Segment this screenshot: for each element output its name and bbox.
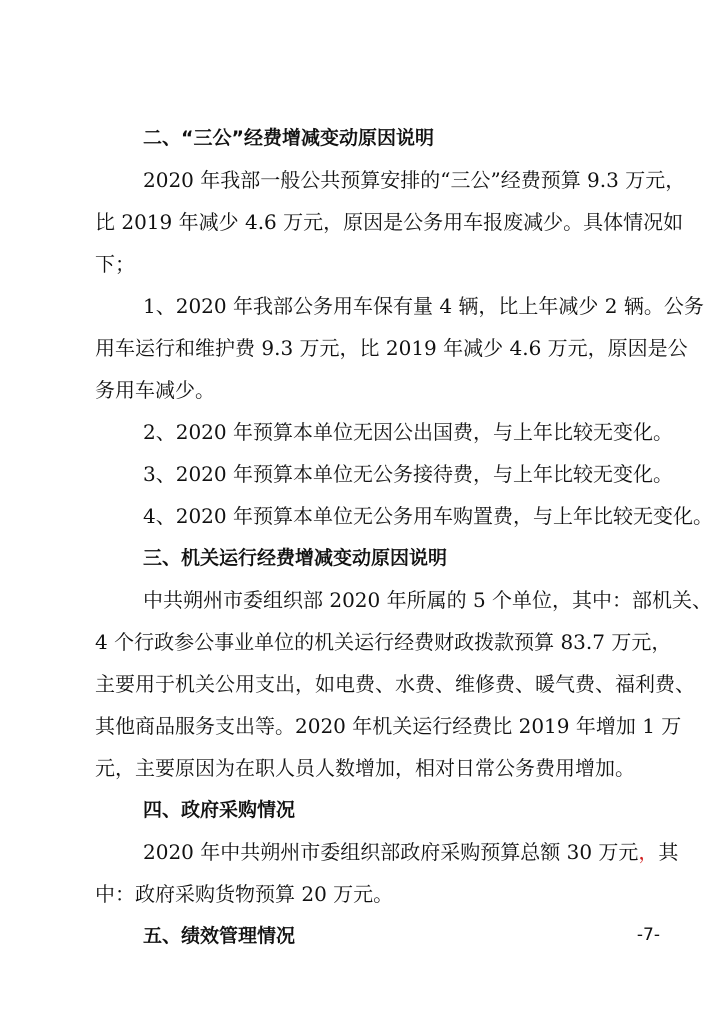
paragraph-line bbox=[0, 498, 720, 534]
text-line: 务用车减少。 bbox=[95, 378, 215, 402]
paragraph-line bbox=[0, 414, 720, 450]
text-line: 其他商品服务支出等。2020 年机关运行经费比 2019 年增加 1 万 bbox=[95, 714, 682, 738]
paragraph-line bbox=[0, 876, 720, 912]
text-segment: 2020 年中共朔州市委组织部政府采购预算总额 30 万元 bbox=[143, 840, 639, 864]
text-line: 1、2020 年我部公务用车保有量 4 辆，比上年减少 2 辆。公务 bbox=[143, 294, 704, 318]
text-line: 2、2020 年预算本单位无因公出国费，与上年比较无变化。 bbox=[143, 420, 673, 444]
paragraph-line bbox=[0, 330, 720, 366]
text-line: 3、2020 年预算本单位无公务接待费，与上年比较无变化。 bbox=[143, 462, 673, 486]
paragraph-line bbox=[0, 708, 720, 744]
paragraph-line bbox=[0, 582, 720, 618]
paragraph-line bbox=[0, 288, 720, 324]
paragraph-line bbox=[0, 246, 720, 282]
text-line: 中共朔州市委组织部 2020 年所属的 5 个单位，其中：部机关、 bbox=[143, 588, 713, 612]
heading-text: 五、绩效管理情况 bbox=[143, 925, 296, 947]
text-line: 4、2020 年预算本单位无公务用车购置费，与上年比较无变化。 bbox=[143, 504, 713, 528]
text-line: 下； bbox=[95, 252, 135, 276]
text-line: 4 个行政参公事业单位的机关运行经费财政拨款预算 83.7 万元， bbox=[95, 630, 672, 654]
paragraph-line bbox=[0, 834, 720, 870]
paragraph-line bbox=[0, 456, 720, 492]
text-line: 2020 年我部一般公共预算安排的“三公”经费预算 9.3 万元， bbox=[143, 168, 686, 192]
text-line: 元，主要原因为在职人员人数增加，相对日常公务费用增加。 bbox=[95, 756, 635, 780]
paragraph-line bbox=[0, 666, 720, 702]
highlighted-comma: ， bbox=[638, 840, 659, 864]
section-heading-org-operation bbox=[0, 540, 720, 576]
page-number: -7- bbox=[636, 925, 660, 945]
section-heading-procurement bbox=[0, 792, 720, 828]
section-heading-three-public bbox=[0, 120, 720, 156]
paragraph-line bbox=[0, 204, 720, 240]
text-line: 比 2019 年减少 4.6 万元，原因是公务用车报废减少。具体情况如 bbox=[95, 210, 684, 234]
text-segment: 其 bbox=[658, 840, 679, 864]
text-line: 主要用于机关公用支出，如电费、水费、维修费、暖气费、福利费、 bbox=[95, 672, 695, 696]
paragraph-line bbox=[0, 372, 720, 408]
text-line: 中：政府采购货物预算 20 万元。 bbox=[95, 882, 394, 906]
heading-text: 二、“三公”经费增减变动原因说明 bbox=[143, 127, 434, 149]
paragraph-line bbox=[0, 750, 720, 786]
text-line bbox=[143, 834, 678, 870]
heading-text: 三、机关运行经费增减变动原因说明 bbox=[143, 547, 448, 569]
heading-text: 四、政府采购情况 bbox=[143, 799, 296, 821]
text-line: 用车运行和维护费 9.3 万元，比 2019 年减少 4.6 万元，原因是公 bbox=[95, 336, 688, 360]
paragraph-line bbox=[0, 162, 720, 198]
paragraph-line bbox=[0, 624, 720, 660]
